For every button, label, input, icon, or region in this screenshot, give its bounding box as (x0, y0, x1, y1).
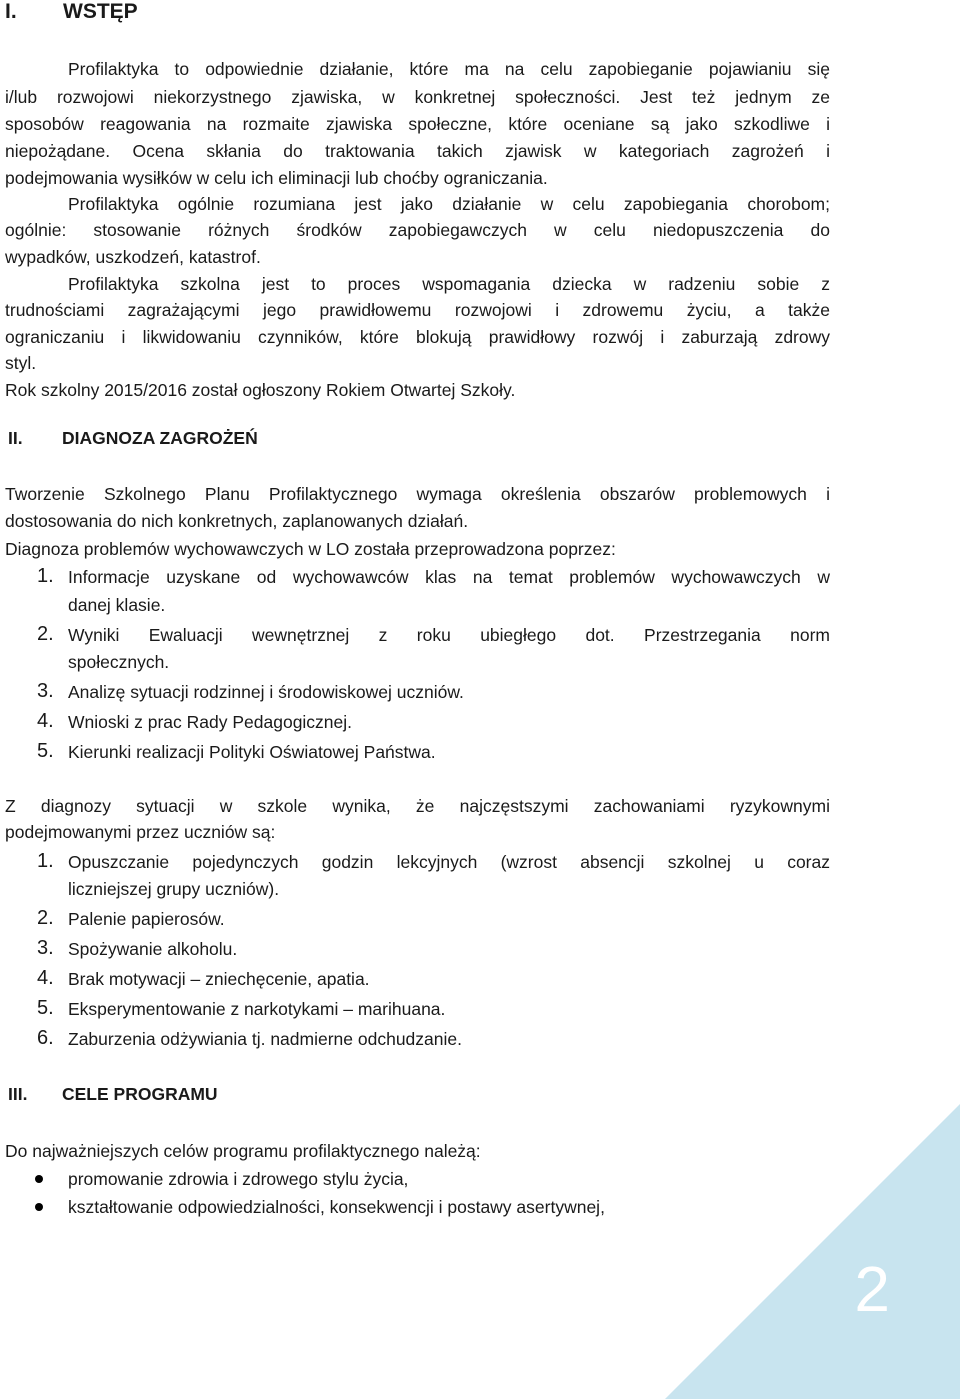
section-number: III. (8, 1084, 28, 1104)
list-item: Eksperymentowanie z narkotykami – marihuana. (68, 999, 446, 1019)
list-number: 2. (37, 623, 54, 645)
paragraph-line: Profilaktyka ogólnie rozumiana jest jako działanie w celu zapobiegania chorobom; (68, 194, 830, 214)
list-number: 1. (37, 850, 54, 872)
list-item: Zaburzenia odżywiania tj. nadmierne odchudzanie. (68, 1029, 462, 1049)
page-number: 2 (854, 1253, 890, 1325)
section-heading-3 (8, 1084, 218, 1105)
section-title: WSTĘP (63, 0, 138, 23)
section-number: I. (5, 0, 17, 23)
list-item: Wnioski z prac Rady Pedagogicznej. (68, 712, 353, 732)
section-heading-2 (8, 428, 258, 449)
paragraph-line: Z diagnozy sytuacji w szkole wynika, że najczęstszymi zachowaniami ryzykownymi (5, 796, 830, 816)
section-number: II. (8, 428, 23, 448)
list-item: Informacje uzyskane od wychowawców klas na temat problemów wychowawczych w (68, 567, 830, 587)
paragraph-line: Profilaktyka szkolna jest to proces wspomagania dziecka w radzeniu sobie z (68, 274, 830, 294)
paragraph-line: Profilaktyka to odpowiednie działanie, które ma na celu zapobieganie pojawianiu się (68, 59, 830, 79)
paragraph-line: styl. (5, 353, 37, 373)
list-number: 4. (37, 967, 54, 989)
paragraph-line: Rok szkolny 2015/2016 został ogłoszony Rokiem Otwartej Szkoły. (5, 380, 516, 400)
list-item-cont: społecznych. (68, 652, 170, 672)
list-number: 4. (37, 710, 54, 732)
list-number: 5. (37, 740, 54, 762)
list-number: 6. (37, 1027, 54, 1049)
paragraph-line: sposobów reagowania na rozmaite zjawiska społeczne, które oceniane są jako szkodliwe i (5, 114, 830, 134)
paragraph-line: niepożądane. Ocena skłania do traktowania takich zjawisk w kategoriach zagrożeń i (5, 141, 830, 161)
section-title: DIAGNOZA ZAGROŻEŃ (62, 428, 258, 448)
paragraph-line: dostosowania do nich konkretnych, zaplanowanych działań. (5, 511, 469, 531)
list-item: Analizę sytuacji rodzinnej i środowiskowej uczniów. (68, 682, 464, 702)
list-number: 3. (37, 680, 54, 702)
bullet-item: promowanie zdrowia i zdrowego stylu życia, (68, 1169, 409, 1189)
paragraph-line: podejmowanymi przez uczniów są: (5, 822, 276, 842)
list-item: Spożywanie alkoholu. (68, 939, 238, 959)
list-item: Wyniki Ewaluacji wewnętrznej z roku ubiegłego dot. Przestrzegania norm (68, 625, 830, 645)
paragraph-line: trudnościami zagrażającymi jego prawidłowemu rozwojowi i zdrowemu życiu, a także (5, 300, 830, 320)
section-heading-1 (5, 0, 138, 24)
paragraph-line: Tworzenie Szkolnego Planu Profilaktycznego wymaga określenia obszarów problemowych i (5, 484, 830, 504)
list-item-cont: danej klasie. (68, 595, 166, 615)
list-item-cont: liczniejszej grupy uczniów). (68, 879, 280, 899)
list-item: Opuszczanie pojedynczych godzin lekcyjnych (wzrost absencji szkolnej u coraz (68, 852, 830, 872)
list-number: 2. (37, 907, 54, 929)
paragraph-line: Do najważniejszych celów programu profilaktycznego należą: (5, 1141, 481, 1161)
bullet-item: kształtowanie odpowiedzialności, konsekwencji i postawy asertywnej, (68, 1197, 605, 1217)
list-number: 3. (37, 937, 54, 959)
paragraph-line: wypadków, uszkodzeń, katastrof. (5, 247, 261, 267)
paragraph-line: ograniczaniu i likwidowaniu czynników, które blokują prawidłowy rozwój i zaburzają zdrowy (5, 327, 830, 347)
bullet-icon (35, 1175, 43, 1183)
corner-decoration (665, 1104, 960, 1399)
list-number: 5. (37, 997, 54, 1019)
list-number: 1. (37, 565, 54, 587)
list-item: Brak motywacji – zniechęcenie, apatia. (68, 969, 370, 989)
bullet-icon (35, 1203, 43, 1211)
list-item: Kierunki realizacji Polityki Oświatowej Państwa. (68, 742, 436, 762)
paragraph-line: podejmowania wysiłków w celu ich eliminacji lub choćby ograniczania. (5, 168, 548, 188)
section-title: CELE PROGRAMU (62, 1084, 218, 1104)
paragraph-line: Diagnoza problemów wychowawczych w LO została przeprowadzona poprzez: (5, 539, 616, 559)
list-item: Palenie papierosów. (68, 909, 225, 929)
paragraph-line: i/lub rozwojowi niekorzystnego zjawiska, w konkretnej społeczności. Jest też jednym ze (5, 87, 830, 107)
paragraph-line: ogólnie: stosowanie różnych środków zapobiegawczych w celu niedopuszczenia do (5, 220, 830, 240)
